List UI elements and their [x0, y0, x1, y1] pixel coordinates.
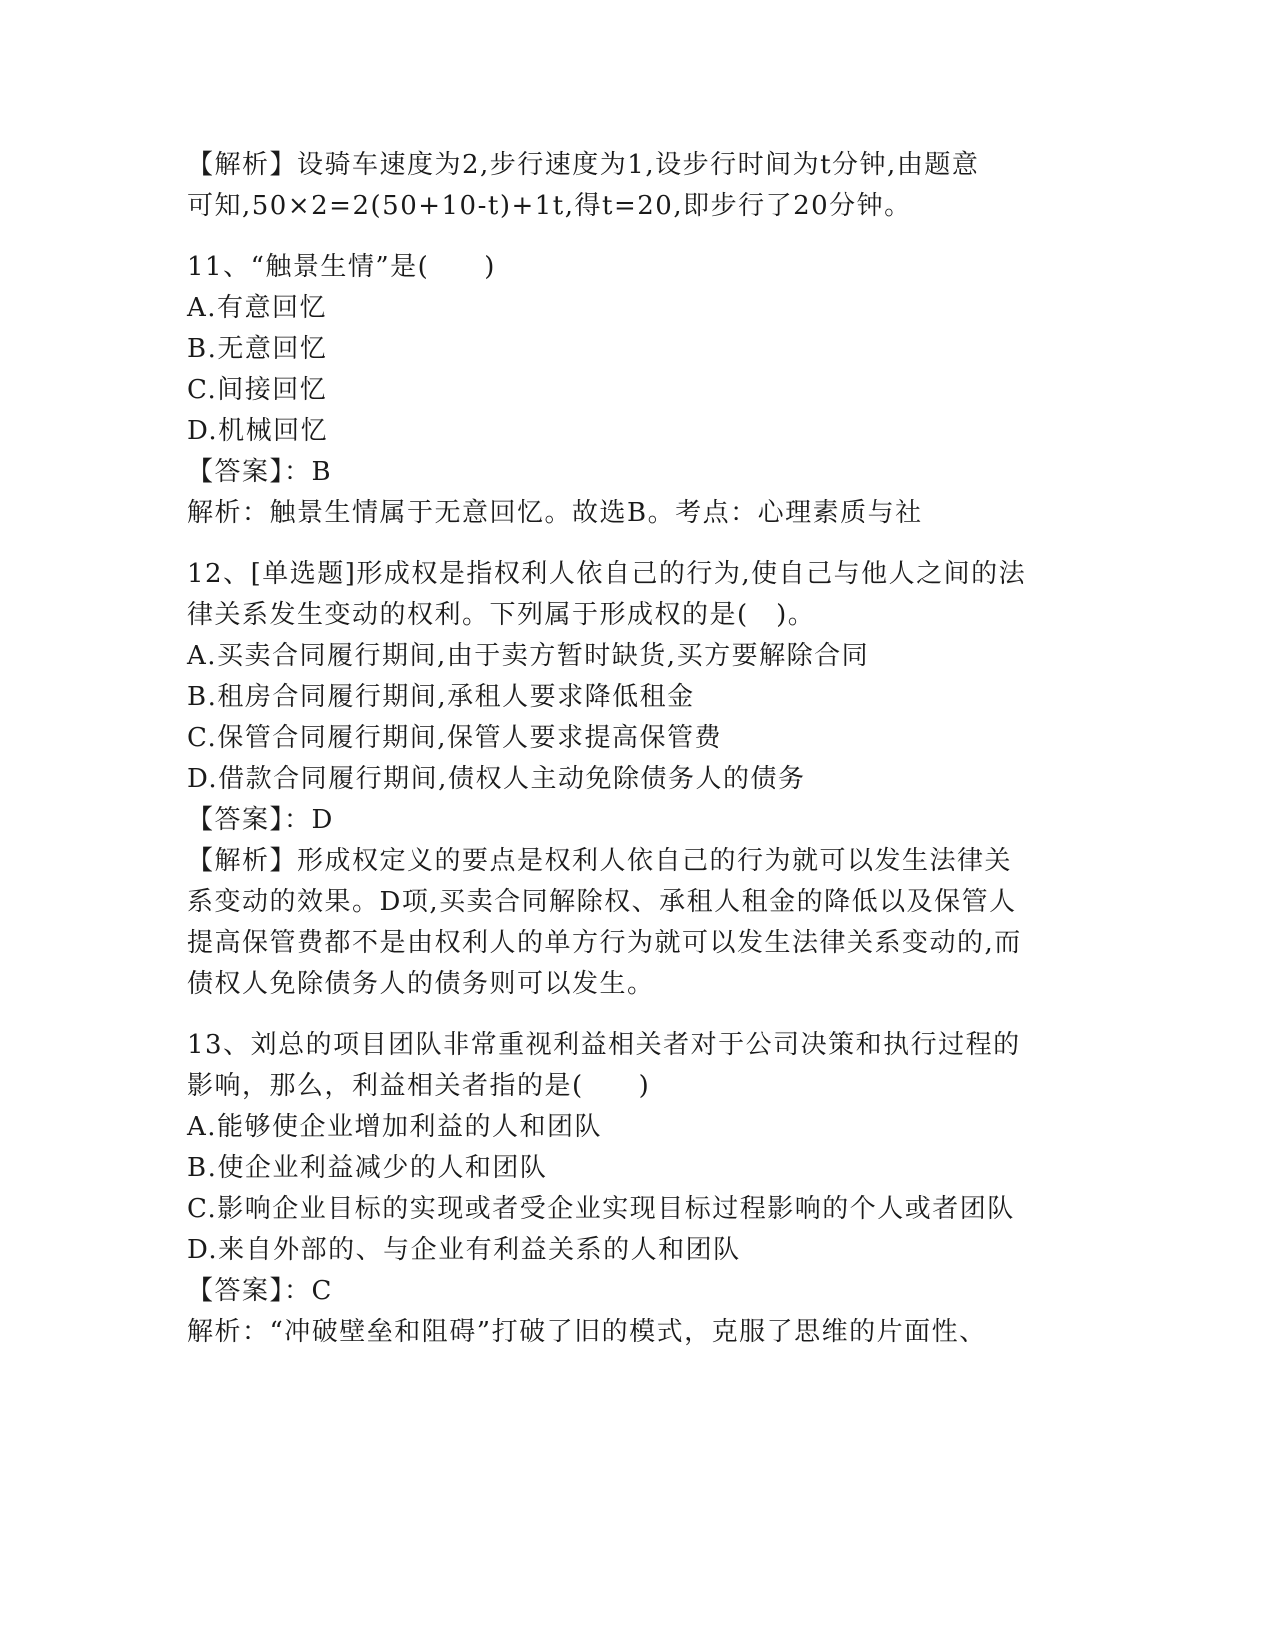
question-block-13	[187, 1025, 1087, 1353]
document-content	[187, 145, 1087, 1373]
explanation-line: 解析：触景生情属于无意回忆。故选B。考点：心理素质与社	[187, 498, 923, 528]
question-block-12	[187, 554, 1087, 1005]
question-stem: 11、“触景生情”是( )	[187, 252, 496, 282]
explanation-line: 提高保管费都不是由权利人的单方行为就可以发生法律关系变动的,而	[187, 928, 1022, 958]
text-line: 可知,50×2=2(50+10-t)+1t,得t=20,即步行了20分钟。	[187, 191, 912, 221]
question-stem: 影响，那么，利益相关者指的是( )	[187, 1071, 651, 1101]
explanation-line: 系变动的效果。D项,买卖合同解除权、承租人租金的降低以及保管人	[187, 887, 1017, 917]
option-d: D.借款合同履行期间,债权人主动免除债务人的债务	[187, 764, 806, 794]
option-a: A.有意回忆	[187, 293, 328, 323]
option-a: A.能够使企业增加利益的人和团队	[187, 1112, 603, 1142]
option-a: A.买卖合同履行期间,由于卖方暂时缺货,买方要解除合同	[187, 641, 870, 671]
option-c: C.保管合同履行期间,保管人要求提高保管费	[187, 723, 722, 753]
explanation-line: 解析：“冲破壁垒和阻碍”打破了旧的模式，克服了思维的片面性、	[187, 1317, 987, 1347]
explanation-block-q10	[187, 145, 1087, 227]
option-b: B.无意回忆	[187, 334, 328, 364]
option-c: C.间接回忆	[187, 375, 328, 405]
question-stem: 13、刘总的项目团队非常重视利益相关者对于公司决策和执行过程的	[187, 1030, 1021, 1060]
option-d: D.机械回忆	[187, 416, 329, 446]
option-b: B.使企业利益减少的人和团队	[187, 1153, 548, 1183]
answer-line: 【答案】：B	[187, 457, 333, 487]
text-line: 【解析】设骑车速度为2,步行速度为1,设步行时间为t分钟,由题意	[187, 150, 980, 180]
option-d: D.来自外部的、与企业有利益关系的人和团队	[187, 1235, 741, 1265]
question-block-11	[187, 247, 1087, 534]
question-stem: 12、[单选题]形成权是指权利人依自己的行为,使自己与他人之间的法	[187, 559, 1027, 589]
question-stem: 律关系发生变动的权利。下列属于形成权的是( )。	[187, 600, 816, 630]
option-b: B.租房合同履行期间,承租人要求降低租金	[187, 682, 695, 712]
explanation-line: 【解析】形成权定义的要点是权利人依自己的行为就可以发生法律关	[187, 846, 1013, 876]
option-c: C.影响企业目标的实现或者受企业实现目标过程影响的个人或者团队	[187, 1194, 1015, 1224]
answer-line: 【答案】：D	[187, 805, 334, 835]
explanation-line: 债权人免除债务人的债务则可以发生。	[187, 969, 655, 999]
answer-line: 【答案】：C	[187, 1276, 333, 1306]
